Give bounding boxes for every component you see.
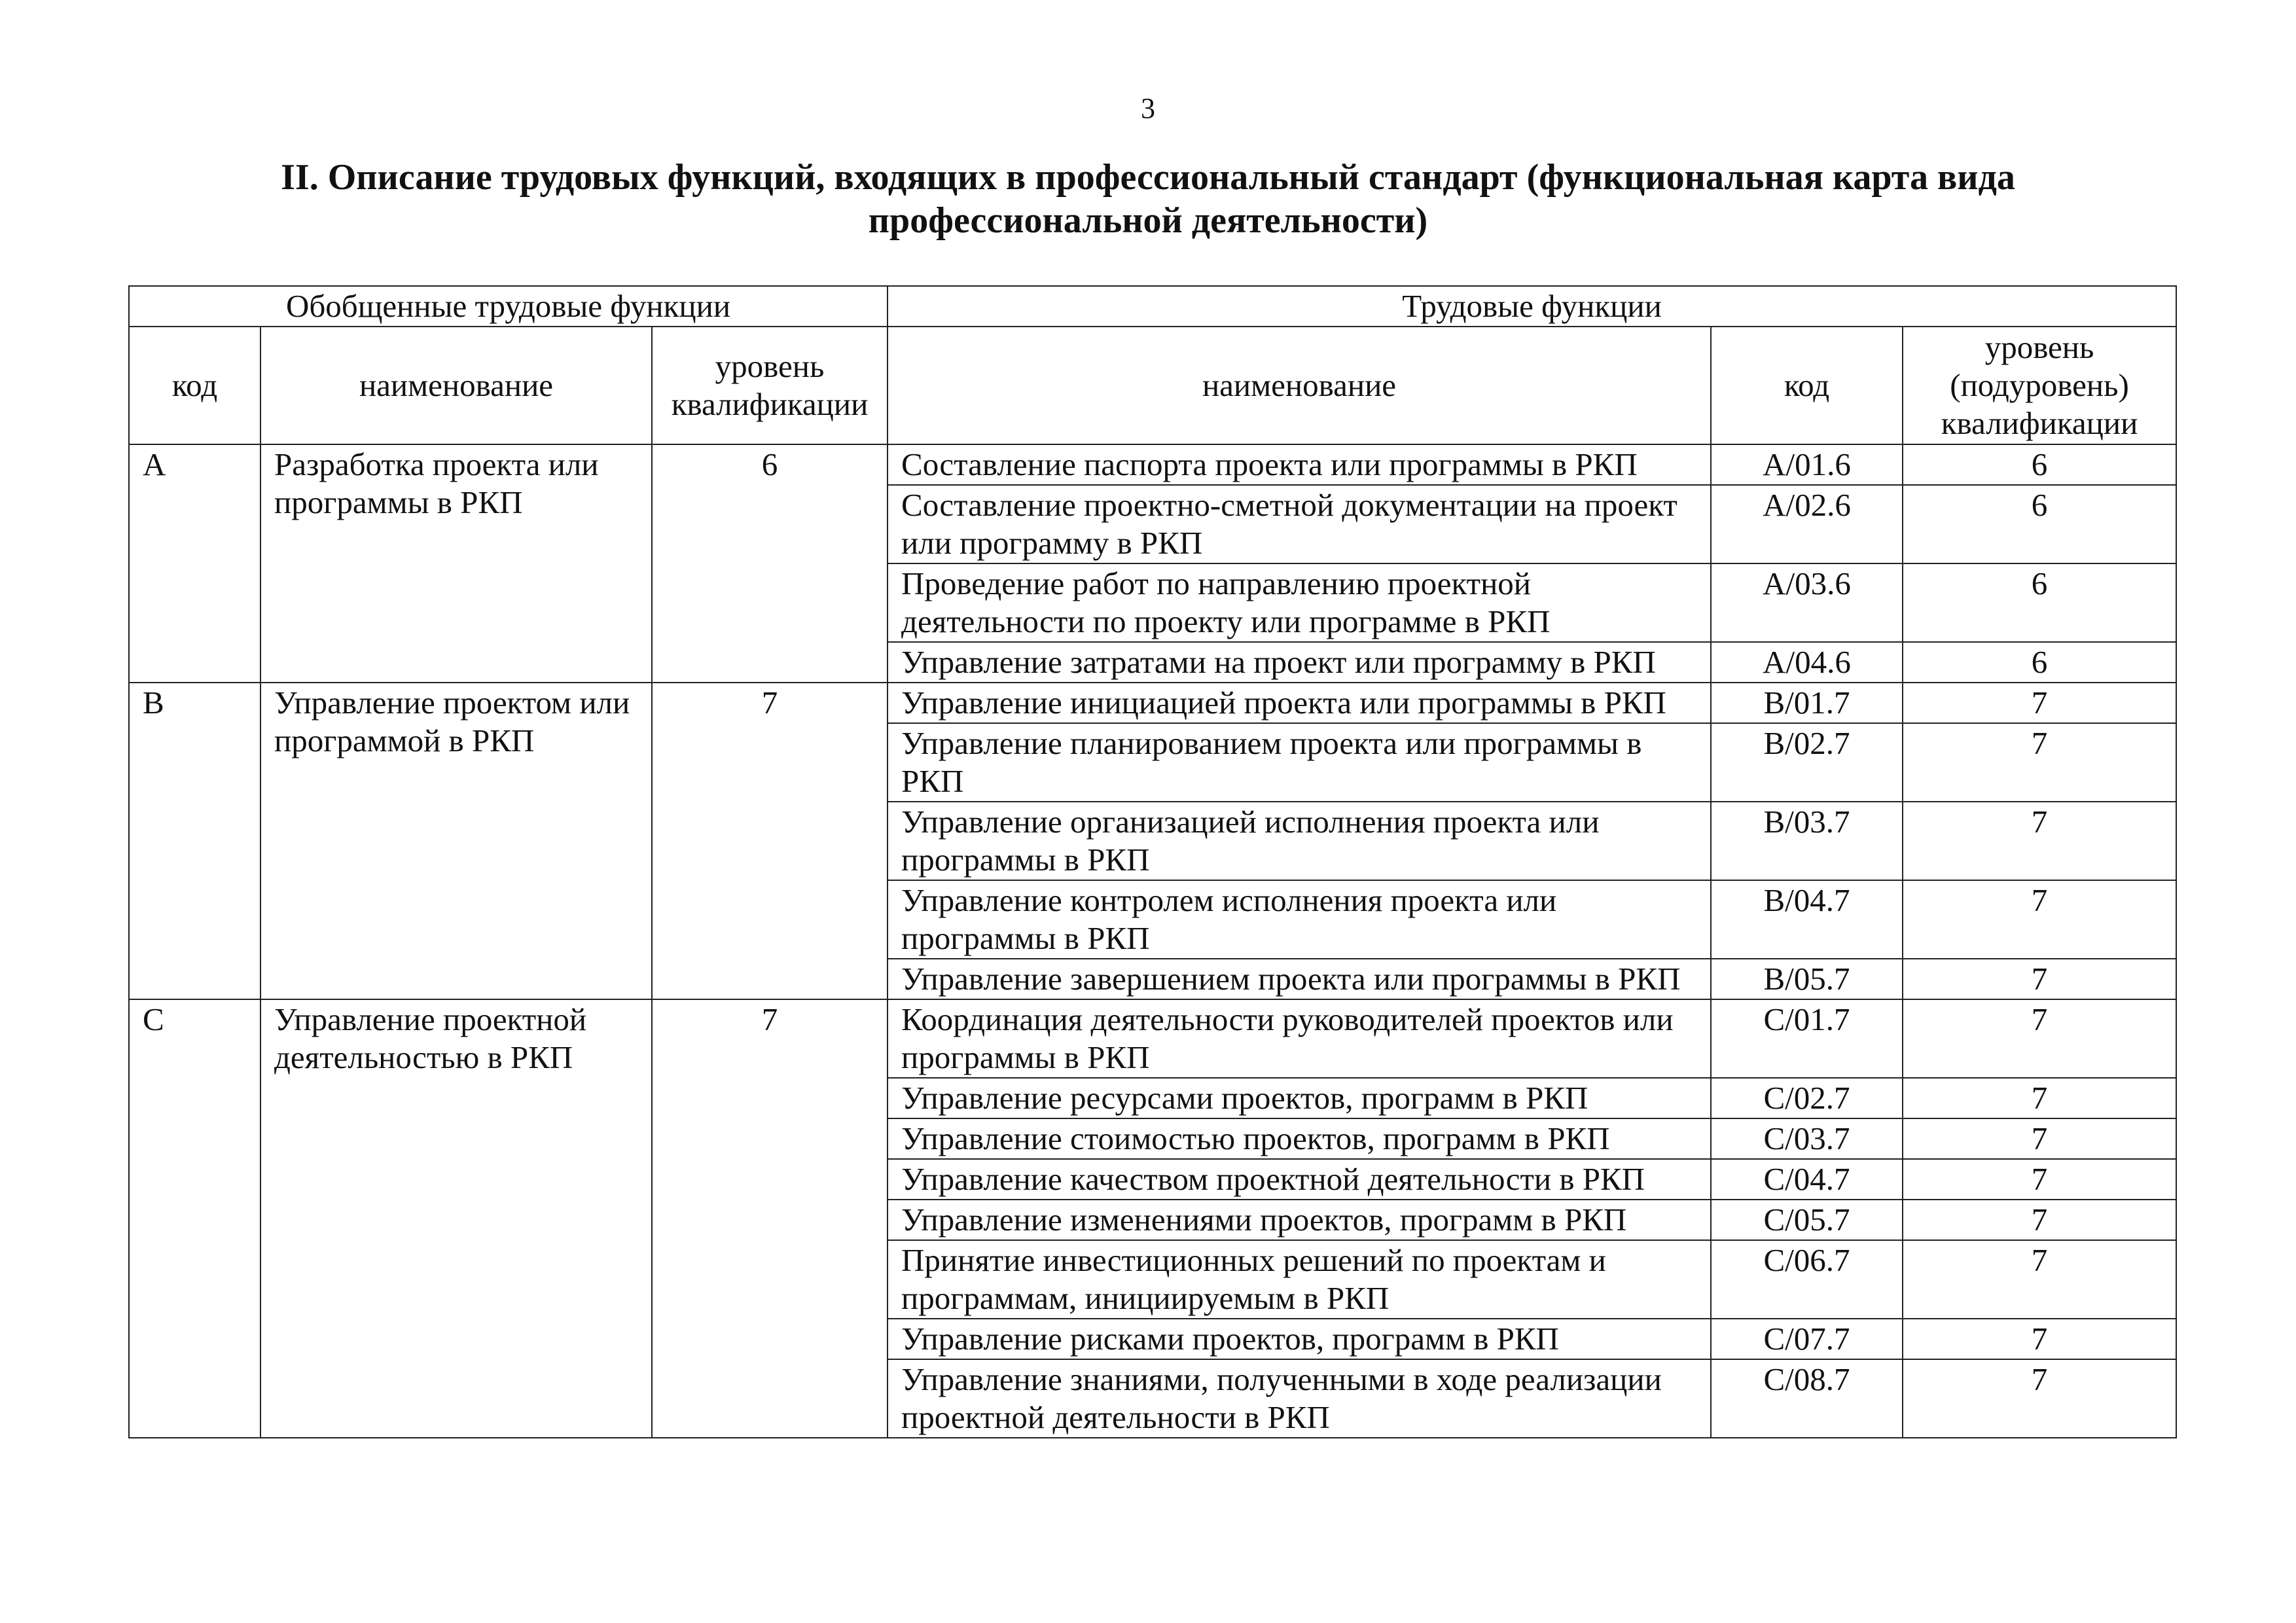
column-header-row (129, 327, 2176, 444)
gen-name-cell: Разработка проекта или программы в РКП (260, 444, 652, 683)
func-level-cell: 7 (1903, 959, 2176, 999)
table-row (129, 683, 2176, 723)
func-code-header: код (1711, 327, 1903, 444)
func-name-cell: Составление проектно-сметной документации на проект или программу в РКП (888, 485, 1711, 563)
func-level-cell: 7 (1903, 1078, 2176, 1118)
func-code-cell: B/05.7 (1711, 959, 1903, 999)
func-name-cell: Управление стоимостью проектов, программ в РКП (888, 1118, 1711, 1159)
func-name-cell: Управление завершением проекта или программы в РКП (888, 959, 1711, 999)
func-level-cell: 7 (1903, 1200, 2176, 1240)
func-code-cell: C/05.7 (1711, 1200, 1903, 1240)
func-name-cell: Управление затратами на проект или программу в РКП (888, 642, 1711, 683)
func-code-cell: C/06.7 (1711, 1240, 1903, 1319)
func-code-cell: C/07.7 (1711, 1319, 1903, 1359)
func-code-cell: C/08.7 (1711, 1359, 1903, 1438)
gen-name-cell: Управление проектом или программой в РКП (260, 683, 652, 999)
func-name-cell: Управление знаниями, полученными в ходе реализации проектной деятельности в РКП (888, 1359, 1711, 1438)
func-name-cell: Управление ресурсами проектов, программ в РКП (888, 1078, 1711, 1118)
gen-code-header: код (129, 327, 260, 444)
table-row (129, 999, 2176, 1078)
func-code-cell: B/02.7 (1711, 723, 1903, 802)
func-code-cell: C/03.7 (1711, 1118, 1903, 1159)
functional-map-table (128, 285, 2177, 1438)
func-level-cell: 7 (1903, 1240, 2176, 1319)
func-level-cell: 7 (1903, 723, 2176, 802)
gen-level-header: уровень квалификации (652, 327, 888, 444)
func-code-cell: C/02.7 (1711, 1078, 1903, 1118)
func-level-header: уровень (подуровень) квалификации (1903, 327, 2176, 444)
func-level-cell: 7 (1903, 1118, 2176, 1159)
table-body (129, 444, 2176, 1438)
func-code-cell: C/01.7 (1711, 999, 1903, 1078)
func-name-cell: Управление изменениями проектов, программ в РКП (888, 1200, 1711, 1240)
func-level-cell: 7 (1903, 1319, 2176, 1359)
func-level-cell: 7 (1903, 683, 2176, 723)
func-level-cell: 6 (1903, 444, 2176, 485)
func-code-cell: C/04.7 (1711, 1159, 1903, 1200)
func-code-cell: A/03.6 (1711, 563, 1903, 642)
func-name-cell: Управление контролем исполнения проекта или программы в РКП (888, 880, 1711, 959)
table-row (129, 444, 2176, 485)
gen-level-cell: 7 (652, 683, 888, 999)
gen-code-cell: C (129, 999, 260, 1438)
labor-functions-header: Трудовые функции (888, 286, 2176, 327)
func-name-cell: Управление рисками проектов, программ в РКП (888, 1319, 1711, 1359)
func-code-cell: B/01.7 (1711, 683, 1903, 723)
func-level-cell: 6 (1903, 563, 2176, 642)
section-title: II. Описание трудовых функций, входящих в профессиональный стандарт (функциональная карта вида профессиональной деятельности) (281, 157, 2015, 241)
func-name-cell: Составление паспорта проекта или программы в РКП (888, 444, 1711, 485)
func-name-cell: Управление планированием проекта или программы в РКП (888, 723, 1711, 802)
gen-code-cell: B (129, 683, 260, 999)
func-name-cell: Управление инициацией проекта или программы в РКП (888, 683, 1711, 723)
func-name-cell: Управление организацией исполнения проекта или программы в РКП (888, 802, 1711, 880)
func-name-cell: Принятие инвестиционных решений по проектам и программам, инициируемым в РКП (888, 1240, 1711, 1319)
func-name-cell: Проведение работ по направлению проектной деятельности по проекту или программе в РКП (888, 563, 1711, 642)
func-name-cell: Управление качеством проектной деятельности в РКП (888, 1159, 1711, 1200)
func-level-cell: 7 (1903, 802, 2176, 880)
func-name-header: наименование (888, 327, 1711, 444)
func-level-cell: 7 (1903, 999, 2176, 1078)
func-code-cell: A/04.6 (1711, 642, 1903, 683)
group-header-row (129, 286, 2176, 327)
gen-name-header: наименование (260, 327, 652, 444)
func-name-cell: Координация деятельности руководителей проектов или программы в РКП (888, 999, 1711, 1078)
func-level-cell: 6 (1903, 485, 2176, 563)
func-code-cell: A/02.6 (1711, 485, 1903, 563)
gen-name-cell: Управление проектной деятельностью в РКП (260, 999, 652, 1438)
func-code-cell: A/01.6 (1711, 444, 1903, 485)
gen-level-cell: 6 (652, 444, 888, 683)
gen-code-cell: A (129, 444, 260, 683)
func-code-cell: B/03.7 (1711, 802, 1903, 880)
func-code-cell: B/04.7 (1711, 880, 1903, 959)
page-number: 3 (1141, 92, 1155, 124)
func-level-cell: 7 (1903, 880, 2176, 959)
gen-level-cell: 7 (652, 999, 888, 1438)
generalized-functions-header: Обобщенные трудовые функции (129, 286, 888, 327)
func-level-cell: 7 (1903, 1159, 2176, 1200)
func-level-cell: 7 (1903, 1359, 2176, 1438)
func-level-cell: 6 (1903, 642, 2176, 683)
